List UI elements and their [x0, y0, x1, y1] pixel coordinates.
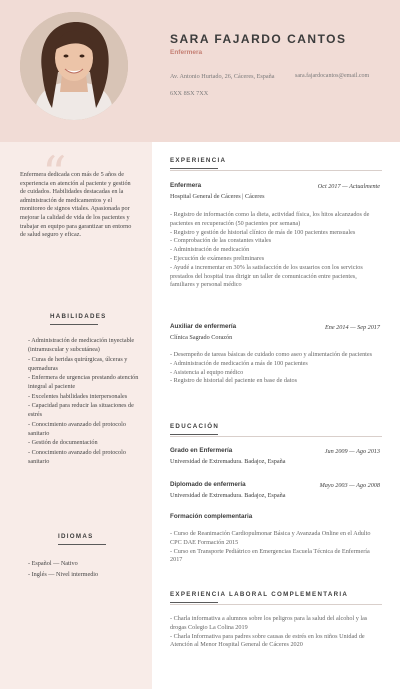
job-bullet: - Desempeño de tareas básicas de cuidado como aseo y alimentación de pacientes: [170, 351, 382, 360]
complementary-training-title: Formación complementaria: [170, 513, 253, 520]
languages-list: [28, 558, 146, 580]
divider: [170, 436, 382, 437]
degree-title: Diplomado de enfermería: [170, 481, 246, 488]
person-role: Enfermera: [170, 49, 203, 56]
job-bullet: - Registro de historial del paciente en base de datos: [170, 377, 382, 386]
skills-list: [28, 336, 146, 466]
complementary-experience-item: - Charla Informativa para padres sobre causas de estrés en los niños Unidad de Atención al Menor Hospital General de Cáceres 2020: [170, 633, 382, 651]
education-heading: [170, 423, 219, 430]
person-name: SARA FAJARDO CANTOS: [170, 32, 347, 46]
training-item: - Curso en Transporte Pediátrico en Emergencias Escuela Técnica de Enfermería 2017: [170, 548, 382, 566]
complementary-experience-heading: [170, 591, 348, 598]
job-title: Auxiliar de enfermería: [170, 323, 237, 330]
skill-item: - Enfermera de urgencias prestando atención integral al paciente: [28, 373, 146, 392]
quote-icon: “: [42, 146, 67, 202]
divider: [170, 170, 382, 171]
email[interactable]: sara.fajardocantos@email.com: [295, 73, 370, 79]
job-bullet: - Administración de medicación a más de 100 pacientes: [170, 360, 382, 369]
address: Av. Antonio Hurtado, 26, Cáceres, España: [170, 73, 275, 80]
training-list: [170, 530, 382, 565]
experience-heading: [170, 157, 226, 164]
degree-org: Universidad de Extremadura. Badajoz, España: [170, 492, 286, 499]
job-title: Enfermera: [170, 182, 202, 189]
education-heading-text: EDUCACIÓN: [170, 423, 220, 430]
profile-summary: Enfermera dedicada con más de 5 años de experiencia en atención al paciente y gestión de cuidados. Habilidades destacadas en la administración de medicamentos y el monitoreo de signos vitales. Apasionada por mejorar la calidad de vida de los pacientes y trabajar en equipo para garantizar un entorno de salud seguro y eficaz.: [20, 171, 132, 239]
degree-dates: Mayo 2003 — Ago 2008: [319, 482, 380, 489]
language-item: - Inglés — Nivel intermedio: [28, 569, 146, 580]
skill-item: - Administración de medicación inyectable (intramuscular y subcutánea): [28, 336, 146, 355]
languages-heading: IDIOMAS: [58, 533, 94, 540]
skill-item: - Curas de heridas quirúrgicas, úlceras y quemaduras: [28, 355, 146, 374]
job-bullet: - Asistencia al equipo médico: [170, 369, 382, 378]
degree-title: Grado en Enfermería: [170, 447, 233, 454]
job-bullet: - Registro de información como la dieta, actividad física, los hitos alcanzados de pacientes en recuperación (50 pacientes por semana): [170, 211, 382, 229]
job-bullet: - Ayudé a incrementar en 30% la satisfacción de los usuarios con los servicios prestados del hospital tras dirigir un taller de comunicación entre pacientes, familiares y personal médico: [170, 264, 382, 290]
job-bullets: [170, 351, 382, 386]
phone: 6XX 8SX 7XX: [170, 90, 209, 97]
experience-heading-text: EXPERIENCIA: [170, 157, 227, 164]
profile-photo: [20, 12, 128, 120]
job-org: Clínica Sagrado Corazón: [170, 334, 233, 341]
complementary-experience-item: - Charla informativa a alumnos sobre los peligros para la salud del alcohol y las drogas Colegio La Colina 2019: [170, 615, 382, 633]
complementary-experience-list: [170, 615, 382, 650]
job-bullet: - Administración de medicación: [170, 246, 382, 255]
job-bullet: - Ejecución de exámenes preliminares: [170, 255, 382, 264]
skill-item: - Conocimiento avanzado del protocolo sanitario: [28, 420, 146, 439]
divider: [170, 604, 382, 605]
job-dates: Ene 2014 — Sep 2017: [325, 324, 380, 331]
skills-heading: HABILIDADES: [50, 313, 107, 320]
job-bullets: [170, 211, 382, 290]
language-item: - Español — Nativo: [28, 558, 146, 569]
job-bullet: - Comprobación de las constantes vitales: [170, 237, 382, 246]
skill-item: - Capacidad para reducir las situaciones de estrés: [28, 401, 146, 420]
complementary-experience-heading-text: EXPERIENCIA LABORAL COMPLEMENTARIA: [170, 591, 349, 598]
skill-item: - Excelentes habilidades interpersonales: [28, 392, 146, 401]
degree-org: Universidad de Extremadura. Badajoz, España: [170, 458, 286, 465]
job-org: Hospital General de Cáceres | Cáceres: [170, 193, 265, 200]
degree-dates: Jun 2009 — Ago 2013: [324, 448, 380, 455]
skill-item: - Conocimiento avanzado del protocolo sanitario: [28, 448, 146, 467]
training-item: - Curso de Reanimación Cardiopulmonar Básica y Avanzada Online en el Adulto CPC DAE Formación 2015: [170, 530, 382, 548]
job-bullet: - Registro y gestión de historial clínico de más de 100 pacientes mensuales: [170, 229, 382, 238]
skill-item: - Gestión de documentación: [28, 438, 146, 447]
job-dates: Oct 2017 — Actualmente: [317, 183, 380, 190]
